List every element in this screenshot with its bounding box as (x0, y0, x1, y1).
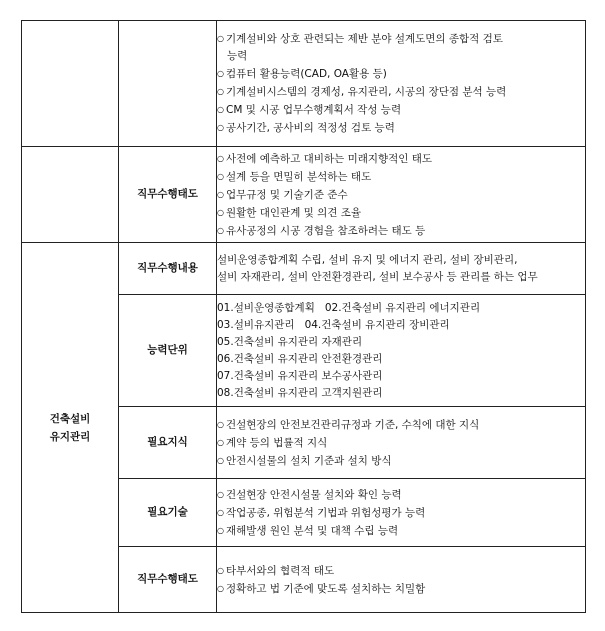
duties-content (217, 243, 586, 295)
bullet-icon: ○ (217, 69, 224, 78)
list-item: ○ 타부서와의 협력적 태도 (217, 562, 585, 580)
units-content (217, 295, 586, 407)
list-item: ○ 기계설비시스템의 경제성, 유지관리, 시공의 장단점 분석 능력 (217, 83, 585, 101)
text-line: 설비 자재관리, 설비 안전환경관리, 설비 보수공사 등 관리를 하는 업무 (217, 270, 538, 283)
text-line: 설비운영종합계획 수립, 설비 유지 및 에너지 관리, 설비 장비관리, (217, 253, 518, 266)
list-item: ○ 공사기간, 공사비의 적정성 검토 능력 (217, 119, 585, 137)
list-item: ○ CM 및 시공 업무수행계획서 작성 능력 (217, 101, 585, 119)
bullet-icon: ○ (217, 207, 224, 217)
bullet-icon: ○ (217, 171, 224, 181)
table-row (22, 21, 586, 147)
unit-line: 01.설비운영종합계획 02.건축설비 유지관리 에너지관리 (217, 301, 481, 314)
list-item: ○ 작업공종, 위험분석 기법과 위험성평가 능력 (217, 504, 585, 522)
bullet-icon: ○ (217, 34, 224, 43)
skills-label: 필요기술 (119, 479, 217, 547)
table-row (22, 147, 586, 243)
bullet-icon: ○ (217, 105, 224, 114)
list-item: ○ 설계 등을 면밀히 분석하는 태도 (217, 168, 585, 186)
knowledge-label: 필요지식 (119, 407, 217, 479)
list-item: ○ 원활한 대인관계 및 의견 조율 (217, 204, 585, 222)
list-item-continuation: 능력 (227, 50, 248, 62)
skills-content (217, 479, 586, 547)
list-item: ○ 컴퓨터 활용능력(CAD, OA활용 등) (217, 65, 585, 83)
list-item: ○ 정확하고 법 기준에 맞도록 설치하는 치밀함 (217, 580, 585, 598)
bullet-icon: ○ (217, 419, 224, 429)
attitude-content (217, 547, 586, 613)
bullet-icon: ○ (217, 153, 224, 163)
unit-line: 08.건축설비 유지관리 고객지원관리 (217, 386, 383, 399)
bullet-icon: ○ (217, 489, 224, 499)
knowledge-content (217, 407, 586, 479)
table-row (22, 243, 586, 295)
units-label: 능력단위 (119, 295, 217, 407)
section-name-line: 건축설비 (49, 412, 91, 425)
list-item: ○ 기계설비와 상호 관련되는 제반 분야 설계도면의 종합적 검토 (217, 30, 585, 48)
list-item: ○ 재해발생 원인 분석 및 대책 수립 능력 (217, 522, 585, 540)
row-label-cell: 직무수행태도 (119, 147, 217, 243)
list-item: ○ 건설현장 안전시설물 설치와 확인 능력 (217, 486, 585, 504)
duties-label: 직무수행내용 (119, 243, 217, 295)
section-name-cell (22, 243, 119, 613)
unit-line: 06.건축설비 유지관리 안전환경관리 (217, 352, 383, 365)
bullet-icon: ○ (217, 87, 224, 96)
bullet-icon: ○ (217, 225, 224, 235)
bullet-icon: ○ (217, 583, 224, 593)
bullet-icon: ○ (217, 455, 224, 465)
unit-line: 07.건축설비 유지관리 보수공사관리 (217, 369, 383, 382)
bullet-icon: ○ (217, 525, 224, 535)
bullet-icon: ○ (217, 507, 224, 517)
list-item: ○ 유사공정의 시공 경험을 참조하려는 태도 등 (217, 222, 585, 240)
unit-line: 05.건축설비 유지관리 자재관리 (217, 335, 363, 348)
list-item: ○ 안전시설물의 설치 기준과 설치 방식 (217, 452, 585, 470)
bullet-icon: ○ (217, 437, 224, 447)
section-name-cell-prev (22, 21, 119, 147)
unit-line: 03.설비유지관리 04.건축설비 유지관리 장비관리 (217, 318, 450, 331)
bullet-icon: ○ (217, 189, 224, 199)
bullet-icon: ○ (217, 123, 224, 132)
section-name-line: 유지관리 (49, 430, 91, 443)
list-item: ○ 사전에 예측하고 대비하는 미래지향적인 태도 (217, 150, 585, 168)
job-spec-table (21, 20, 586, 613)
row-content-cell (217, 21, 586, 147)
section-name-cell-prev-cont (22, 147, 119, 243)
row-content-cell (217, 147, 586, 243)
attitude-label: 직무수행태도 (119, 547, 217, 613)
list-item: ○ 업무규정 및 기술기준 준수 (217, 186, 585, 204)
row-label-cell (119, 21, 217, 147)
list-item: ○ 건설현장의 안전보건관리규정과 기준, 수칙에 대한 지식 (217, 416, 585, 434)
bullet-icon: ○ (217, 565, 224, 575)
list-item: ○ 계약 등의 법률적 지식 (217, 434, 585, 452)
